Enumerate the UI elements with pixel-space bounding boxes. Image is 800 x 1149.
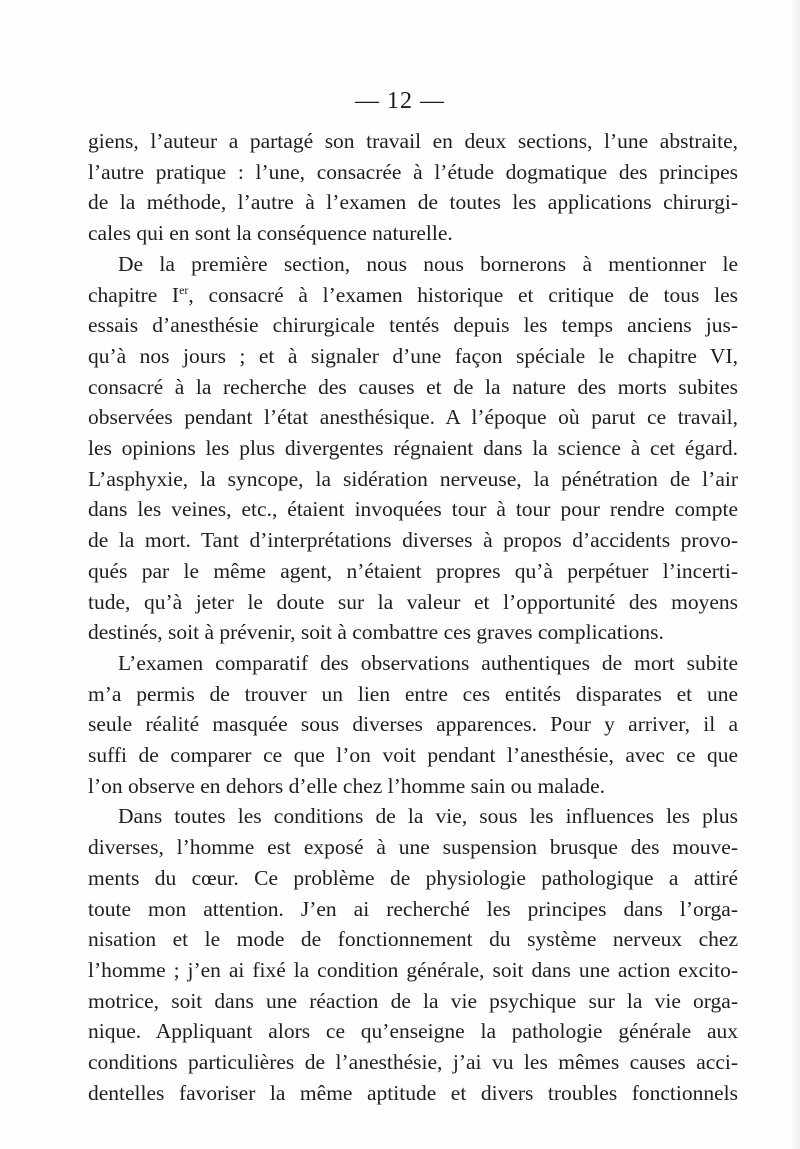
text-line: dentelles favoriser la même aptitude et divers troubles fonctionnels — [88, 1080, 738, 1105]
text-line: qu’à nos jours ; et à signaler d’une façon spéciale le chapitre VI, — [88, 343, 738, 368]
text-line: l’autre pratique : l’une, consacrée à l’étude dogmatique des principes — [88, 159, 738, 184]
text-line: destinés, soit à prévenir, soit à combattre ces graves complications. — [88, 620, 664, 645]
text-line: ments du cœur. Ce problème de physiologie pathologique a attiré — [88, 865, 738, 890]
text-line: qués par le même agent, n’étaient propres qu’à perpétuer l’incerti- — [88, 558, 738, 583]
text-line: conditions particulières de l’anesthésie, j’ai vu les mêmes causes acci- — [88, 1050, 738, 1075]
text-line: nique. Appliquant alors ce qu’enseigne la pathologie générale aux — [88, 1019, 738, 1044]
text-line: consacré à la recherche des causes et de la nature des morts subites — [88, 374, 738, 399]
text-line: l’on observe en dehors d’elle chez l’homme sain ou malade. — [88, 773, 606, 798]
body-text — [88, 126, 738, 1109]
text-line: nisation et le mode de fonctionnement du système nerveux chez — [88, 927, 738, 952]
page-number: — 12 — — [355, 88, 445, 114]
text-line: l’homme ; j’en ai fixé la condition générale, soit dans une action excito- — [88, 957, 738, 982]
text-line: suffi de comparer ce que l’on voit pendant l’anesthésie, avec ce que — [88, 743, 738, 768]
chapter-rest: , consacré à l’examen historique et critique de tous les — [188, 282, 738, 307]
text-line-chapter — [88, 280, 738, 311]
chapter-label: chapitre I — [88, 282, 180, 307]
page-edge-shadow — [790, 0, 800, 1149]
text-line: m’a permis de trouver un lien entre ces entités disparates et une — [88, 681, 738, 706]
text-line: toute mon attention. J’en ai recherché les principes dans l’orga- — [88, 896, 738, 921]
text-line: seule réalité masquée sous diverses apparences. Pour y arriver, il a — [88, 712, 738, 737]
text-line: diverses, l’homme est exposé à une suspension brusque des mouve- — [88, 835, 738, 860]
text-line: Dans toutes les conditions de la vie, sous les influences les plus — [118, 804, 738, 829]
text-line: de la méthode, l’autre à l’examen de toutes les applications chirurgi- — [88, 190, 738, 215]
text-line: essais d’anesthésie chirurgicale tentés depuis les temps anciens jus- — [88, 313, 738, 338]
text-line: les opinions les plus divergentes régnaient dans la science à cet égard. — [88, 436, 738, 461]
text-line: cales qui en sont la conséquence naturelle. — [88, 221, 453, 246]
text-line: motrice, soit dans une réaction de la vie psychique sur la vie orga- — [88, 988, 738, 1013]
text-line: tude, qu’à jeter le doute sur la valeur et l’opportunité des moyens — [88, 589, 738, 614]
text-line: giens, l’auteur a partagé son travail en deux sections, l’une abstraite, — [88, 129, 738, 153]
chapter-superscript: er — [179, 282, 189, 297]
text-line: L’asphyxie, la syncope, la sidération nerveuse, la pénétration de l’air — [88, 466, 738, 491]
text-line: L’examen comparatif des observations authentiques de mort subite — [118, 650, 738, 675]
text-line: de la mort. Tant d’interprétations diverses à propos d’accidents provo- — [88, 528, 738, 553]
text-line: De la première section, nous nous bornerons à mentionner le — [118, 251, 738, 276]
text-line: observées pendant l’état anesthésique. A l’époque où parut ce travail, — [88, 405, 738, 430]
text-line: dans les veines, etc., étaient invoquées tour à tour pour rendre compte — [88, 497, 738, 522]
